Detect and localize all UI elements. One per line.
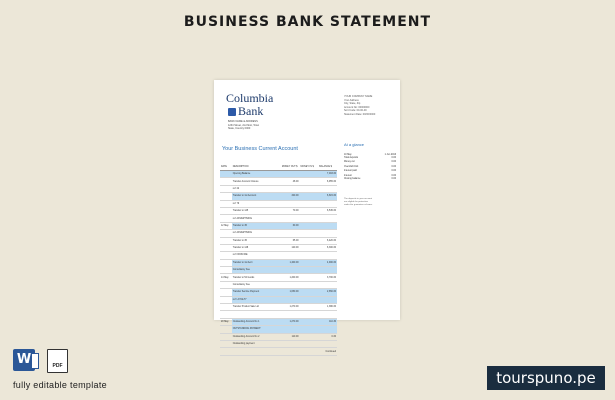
cell-money-in xyxy=(300,193,319,200)
cell-balance: 7,003.30 xyxy=(318,171,337,178)
cell-money-in xyxy=(300,304,319,311)
cell-balance xyxy=(318,296,337,303)
col-header-balance: BALANCE $ xyxy=(318,164,337,171)
cell-money-out: 70.00 xyxy=(281,207,300,214)
cell-description: Transfer to 145 xyxy=(232,207,281,214)
table-row xyxy=(220,252,337,259)
glance-value: 0.00 xyxy=(391,157,396,160)
cell-balance xyxy=(318,252,337,259)
customer-info-line: Statement Date: 00/00/0000 xyxy=(344,112,376,116)
note-line: The deposits in your account xyxy=(344,198,372,200)
cell-description: ref: 79 xyxy=(232,200,281,207)
glance-value: 0.00 xyxy=(391,175,396,178)
glance-value: 0.00 xyxy=(391,160,396,163)
cell-description: ref: ADVERTISING xyxy=(232,230,281,237)
cell-description: ref: LOYALTY xyxy=(232,296,281,303)
cell-date xyxy=(220,326,232,333)
cell-balance xyxy=(318,230,337,237)
protection-note xyxy=(344,198,396,208)
cell-date xyxy=(220,304,232,311)
cell-date xyxy=(220,207,232,214)
cell-balance xyxy=(318,311,337,318)
table-row xyxy=(220,244,337,251)
cell-money-in xyxy=(300,289,319,296)
account-title: Your Business Current Account xyxy=(222,146,298,152)
cell-money-in xyxy=(300,215,319,222)
cell-balance xyxy=(318,200,337,207)
cell-money-in xyxy=(300,326,319,333)
cell-balance: 6,300.30 xyxy=(318,244,337,251)
cell-description: ref: ADVERTISING xyxy=(232,215,281,222)
bank-address-line: 1234 Street, 2nd floor, Town xyxy=(228,123,260,127)
cell-description xyxy=(232,348,281,355)
cell-money-in xyxy=(300,281,319,288)
cell-description: Transfer to 45 xyxy=(232,222,281,229)
glance-title: At a glance xyxy=(344,142,365,147)
glance-label: Interest xyxy=(344,175,352,178)
cell-description: ref: 22 xyxy=(232,185,281,192)
cell-money-out: 340.00 xyxy=(281,193,300,200)
cell-date: 14 May xyxy=(220,274,232,281)
cell-balance xyxy=(318,185,337,192)
cell-balance: 6,615.30 xyxy=(318,193,337,200)
cell-money-out xyxy=(281,185,300,192)
cell-money-in xyxy=(300,340,319,347)
cell-date xyxy=(220,200,232,207)
table-row xyxy=(220,215,337,222)
col-header-date: DATE xyxy=(220,164,232,171)
cell-money-out xyxy=(281,267,300,274)
cell-money-out: 48.00 xyxy=(281,178,300,185)
customer-info-line: Sort Code: 00-00-00 xyxy=(344,109,367,112)
bank-address-line: State, Country 0000 xyxy=(228,127,251,130)
table-row xyxy=(220,267,337,274)
cell-date xyxy=(220,193,232,200)
cell-description: Transfer to 148 xyxy=(232,244,281,251)
table-row xyxy=(220,207,337,214)
cell-money-in xyxy=(300,318,319,325)
glance-label: 10 May xyxy=(344,154,352,156)
cell-money-in xyxy=(300,207,319,214)
cell-date xyxy=(220,333,232,340)
cell-money-out: 1,200.00 xyxy=(281,274,300,281)
cell-date xyxy=(220,237,232,244)
cell-money-out xyxy=(281,252,300,259)
cell-date xyxy=(220,185,232,192)
table-row xyxy=(220,318,337,325)
table-row xyxy=(220,193,337,200)
cell-money-out: 65.00 xyxy=(281,237,300,244)
cell-date: 20 May xyxy=(220,318,232,325)
cell-money-in xyxy=(300,200,319,207)
logo-line-1: Columbia xyxy=(226,91,274,105)
cell-money-out xyxy=(281,230,300,237)
table-row xyxy=(220,296,337,303)
page-headline: BUSINESS BANK STATEMENT xyxy=(183,14,432,30)
cell-date xyxy=(220,296,232,303)
cell-balance: 6,545.30 xyxy=(318,207,337,214)
cell-money-out: 60.00 xyxy=(281,222,300,229)
cell-money-in xyxy=(300,222,319,229)
cell-money-in xyxy=(300,267,319,274)
cell-description: Consultancy Fee xyxy=(232,267,281,274)
table-row xyxy=(220,185,337,192)
cell-money-in xyxy=(300,311,319,318)
word-icon-letter: W xyxy=(16,352,32,367)
brand-badge[interactable]: tourspuno.pe xyxy=(487,366,605,390)
cell-money-out xyxy=(281,200,300,207)
table-row xyxy=(220,340,337,347)
pdf-file-icon xyxy=(47,349,68,373)
cell-date: 12 May xyxy=(220,222,232,229)
col-header-money-in: MONEY IN $ xyxy=(300,164,319,171)
cell-description: Transfer to 1st Account xyxy=(232,193,281,200)
cell-balance xyxy=(318,222,337,229)
cell-money-in xyxy=(300,274,319,281)
table-row xyxy=(220,289,337,296)
table-row xyxy=(220,333,337,340)
note-line: under the guarantee scheme. xyxy=(344,204,373,207)
cell-balance: 0.30 xyxy=(318,333,337,340)
col-header-description: DESCRIPTION xyxy=(232,164,281,171)
table-row xyxy=(220,259,337,266)
logo-line-2: Bank xyxy=(238,104,264,118)
cell-balance: 110.30 xyxy=(318,318,337,325)
cell-money-out: 110.00 xyxy=(281,333,300,340)
cell-date xyxy=(220,281,232,288)
cell-date xyxy=(220,267,232,274)
cell-description xyxy=(232,311,281,318)
cell-balance: 6,955.30 xyxy=(318,178,337,185)
cell-date xyxy=(220,348,232,355)
cell-money-out: 1,050.00 xyxy=(281,289,300,296)
bank-logo xyxy=(226,92,273,118)
cell-date xyxy=(220,171,232,178)
pdf-icon-label: PDF xyxy=(52,363,63,369)
table-row xyxy=(220,348,337,355)
glance-summary xyxy=(344,154,396,182)
table-row xyxy=(220,171,337,178)
cell-money-out xyxy=(281,311,300,318)
table-row xyxy=(220,222,337,229)
glance-label: Total deposits xyxy=(344,157,359,160)
glance-value: 0.00 xyxy=(391,169,396,172)
bank-address xyxy=(228,120,298,131)
cell-date xyxy=(220,289,232,296)
statement-preview xyxy=(214,80,400,353)
table-row xyxy=(220,237,337,244)
cell-description: Outstanding Account No 1 xyxy=(232,318,281,325)
cell-description: Consultancy Fee xyxy=(232,281,281,288)
customer-info-line: YOUR COMPANY NAME xyxy=(344,95,373,98)
cell-balance: 3,700.30 xyxy=(318,274,337,281)
glance-value: 0.00 xyxy=(391,166,396,169)
cell-money-in xyxy=(300,259,319,266)
bank-address-line: BANK NAME & ADDRESS xyxy=(228,120,258,123)
cell-description: Transfer Service Payment xyxy=(232,289,281,296)
cell-date xyxy=(220,259,232,266)
glance-row xyxy=(344,178,396,181)
table-row xyxy=(220,178,337,185)
cell-balance: 4,900.30 xyxy=(318,259,337,266)
cell-money-in xyxy=(300,296,319,303)
cell-money-in xyxy=(300,252,319,259)
cell-description: Transfer to 1st Acct xyxy=(232,259,281,266)
cell-description: Opening Balance xyxy=(232,171,281,178)
cell-money-out xyxy=(281,215,300,222)
customer-info-line: City, State, Zip xyxy=(344,102,361,105)
cell-balance: Continued xyxy=(318,348,337,355)
cell-description: OUTSTANDING PAYMENT xyxy=(232,326,281,333)
cell-date xyxy=(220,311,232,318)
cell-description: Transfer Product Sale Ltd xyxy=(232,304,281,311)
table-row xyxy=(220,274,337,281)
cell-description: Transfer Account Closure xyxy=(232,178,281,185)
cell-balance xyxy=(318,267,337,274)
customer-info xyxy=(344,95,398,116)
glance-value: 0.00 xyxy=(391,178,396,181)
cell-balance: 2,650.30 xyxy=(318,289,337,296)
cell-money-in xyxy=(300,185,319,192)
editable-tagline: fully editable template xyxy=(13,380,107,390)
cell-money-out xyxy=(281,296,300,303)
glance-label: Overdraft limit xyxy=(344,166,359,169)
cell-money-out xyxy=(281,340,300,347)
cell-description: Transfer to 54 Goods xyxy=(232,274,281,281)
cell-money-out xyxy=(281,326,300,333)
cell-money-out: 1,270.00 xyxy=(281,304,300,311)
cell-money-out xyxy=(281,281,300,288)
table-row xyxy=(220,326,337,333)
cell-date xyxy=(220,340,232,347)
cell-money-in xyxy=(300,333,319,340)
table-row xyxy=(220,304,337,311)
cell-money-in xyxy=(300,178,319,185)
customer-info-line: Account No: 00000000 xyxy=(344,105,370,109)
cell-balance: 6,420.30 xyxy=(318,237,337,244)
format-icons xyxy=(13,349,68,373)
note-line: are eligible for protection xyxy=(344,201,368,204)
cell-balance xyxy=(318,281,337,288)
cell-balance xyxy=(318,215,337,222)
bank-logo-icon xyxy=(228,108,236,116)
cell-money-in xyxy=(300,244,319,251)
cell-money-in xyxy=(300,348,319,355)
cell-balance: 1,380.30 xyxy=(318,304,337,311)
cell-balance xyxy=(318,326,337,333)
cell-money-out: 120.00 xyxy=(281,244,300,251)
cell-date xyxy=(220,178,232,185)
table-row xyxy=(220,200,337,207)
table-row xyxy=(220,230,337,237)
word-file-icon xyxy=(13,349,35,371)
cell-balance xyxy=(318,340,337,347)
cell-money-in xyxy=(300,230,319,237)
glance-label: Interest paid xyxy=(344,169,357,172)
logo-line-2-wrap xyxy=(226,105,273,118)
cell-description: Outstanding payment xyxy=(232,340,281,347)
cell-money-in xyxy=(300,171,319,178)
cell-description: ref: FROM ME xyxy=(232,252,281,259)
col-header-money-out: MONEY OUT $ xyxy=(281,164,300,171)
cell-money-out xyxy=(281,171,300,178)
cell-money-out xyxy=(281,348,300,355)
cell-date xyxy=(220,244,232,251)
cell-description: Transfer to 45 xyxy=(232,237,281,244)
cell-description: Outstanding Account No 2 xyxy=(232,333,281,340)
cell-date xyxy=(220,230,232,237)
customer-info-line: Your Address xyxy=(344,98,359,102)
glance-label: Money out xyxy=(344,160,355,163)
cell-date xyxy=(220,215,232,222)
cell-money-in xyxy=(300,237,319,244)
transactions-table xyxy=(220,164,337,356)
glance-label: Closing balance xyxy=(344,178,361,181)
cell-money-out: 1,400.00 xyxy=(281,259,300,266)
cell-date xyxy=(220,252,232,259)
table-row xyxy=(220,281,337,288)
glance-value: 1 Jun 2016 xyxy=(384,154,396,156)
cell-money-out: 1,270.00 xyxy=(281,318,300,325)
table-row xyxy=(220,311,337,318)
